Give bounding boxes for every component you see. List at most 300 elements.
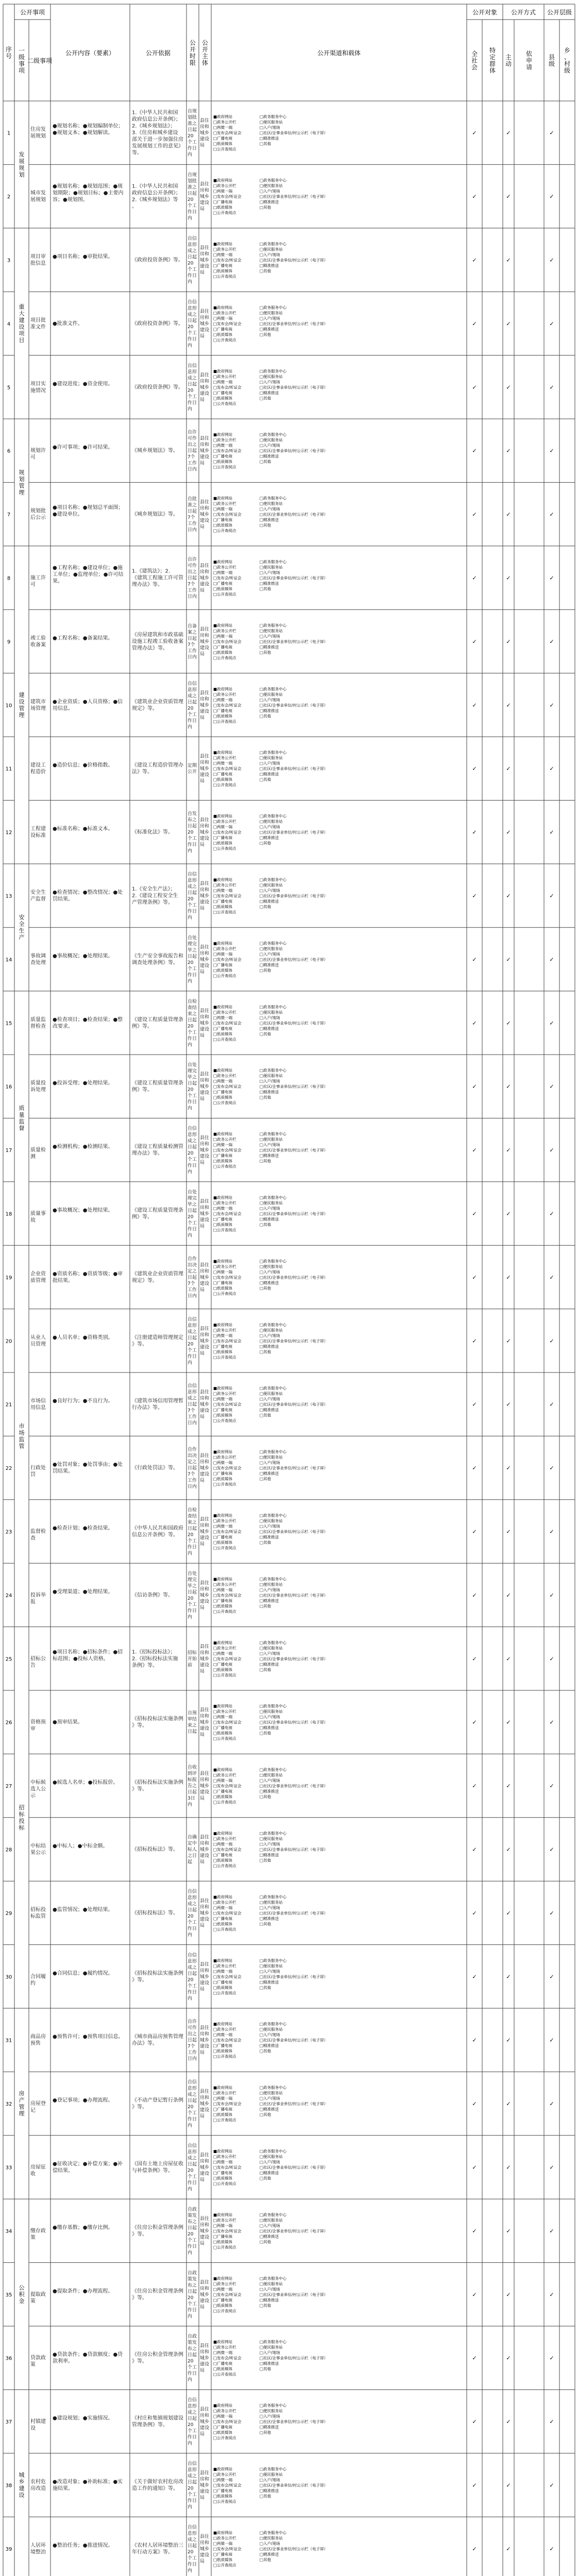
- channel-option: □纸质媒体: [213, 968, 233, 973]
- channel-option: □社区/企事业单位/村公示栏（电子屏）: [260, 1784, 328, 1789]
- channel-option: ■政府网站: [213, 1322, 233, 1327]
- channel-option: □政务服务中心: [260, 1259, 287, 1264]
- channel-option: □其他: [260, 841, 271, 846]
- row-number: 2: [7, 194, 11, 200]
- channel-option: ■政府网站: [213, 2149, 233, 2154]
- channel-option: □公开查阅点: [213, 2499, 236, 2504]
- channel-option: □发布会/听证会: [213, 321, 242, 326]
- channel-option: □广播电视: [213, 1725, 233, 1731]
- level2-item: 施工许可: [30, 575, 46, 588]
- channel-option: □政务服务中心: [260, 2467, 287, 2471]
- basis-cell: 《招标投标法实施条例》等。: [132, 1780, 183, 1792]
- channel-option: □公开查阅点: [213, 274, 236, 279]
- channel-option: □便民服务站: [260, 2472, 283, 2477]
- channel-option: □社区/企事业单位/村公示栏（电子屏）: [260, 448, 328, 453]
- check-mark: ✓: [472, 2545, 477, 2552]
- channel-option: □发布会/听证会: [213, 385, 242, 390]
- basis-cell: 《建筑业企业资质管理规定》等。: [132, 699, 183, 711]
- row-number: 32: [5, 2102, 12, 2108]
- channel-option: □政务公开栏: [213, 1963, 236, 1969]
- check-mark: ✓: [549, 2354, 554, 2362]
- check-mark: ✓: [472, 1909, 477, 1917]
- header-col_no: 序号: [5, 46, 12, 60]
- channel-option: □政务公开栏: [213, 755, 236, 760]
- channel-option: □政务服务中心: [260, 1195, 287, 1200]
- level2-item: 住房发展规划: [30, 127, 46, 140]
- check-mark: ✓: [506, 702, 511, 709]
- channel-option: □两微一端: [213, 1587, 233, 1592]
- channel-option: □政务服务中心: [260, 1513, 287, 1518]
- time-limit-cell: 自政策发布之日起 20 个工作日内: [188, 2207, 197, 2256]
- row-number: 16: [5, 1084, 12, 1090]
- channel-option: □发布会/听证会: [213, 1910, 242, 1916]
- channel-option: □两微一端: [213, 1269, 233, 1275]
- channel-option: □精准推送: [260, 2552, 279, 2557]
- header-township: 乡、村级: [564, 47, 571, 74]
- channel-option: □广播电视: [213, 1280, 233, 1285]
- channel-option: □纸质媒体: [213, 650, 233, 655]
- channel-option: □公开查阅点: [213, 401, 236, 406]
- level2-item: 合同履约: [30, 1974, 46, 1987]
- channel-option: □公开查阅点: [213, 1990, 236, 1995]
- channel-option: □纸质媒体: [213, 332, 233, 337]
- row-number: 33: [5, 2165, 12, 2171]
- channel-option: □公开查阅点: [213, 2308, 236, 2313]
- channel-option: □政务公开栏: [213, 1582, 236, 1587]
- channel-option: □广播电视: [213, 1789, 233, 1794]
- channel-option: □发布会/听证会: [213, 575, 242, 581]
- channel-option: □政务服务中心: [260, 1831, 287, 1836]
- channel-option: □其他: [260, 904, 271, 909]
- channel-option: □公开查阅点: [213, 210, 236, 215]
- content-cell: ●整治任务；●推进情况。: [53, 2543, 113, 2549]
- content-cell: ●规划名称；●规划编制单位；●规划文本；●规划解读。: [53, 123, 124, 136]
- subject-cell: 县住房和城乡建设局: [200, 2089, 210, 2120]
- channel-option: □入户/现场: [260, 1842, 280, 1846]
- channel-option: □两微一端: [213, 1015, 233, 1020]
- check-mark: ✓: [472, 829, 477, 836]
- channel-option: □两微一端: [213, 2414, 233, 2419]
- check-mark: ✓: [472, 1465, 477, 1472]
- channel-option: □纸质媒体: [213, 1858, 233, 1863]
- check-mark: ✓: [472, 574, 477, 582]
- check-mark: ✓: [472, 2227, 477, 2234]
- time-limit-cell: 自信息形成之日起 20 个工作日内: [188, 872, 197, 921]
- channel-option: □社区/企事业单位/村公示栏（电子屏）: [260, 2355, 328, 2361]
- channel-option: □两微一端: [213, 2478, 233, 2482]
- channel-option: □社区/企事业单位/村公示栏（电子屏）: [260, 957, 328, 962]
- basis-cell: 《农村人居环境整治三年行动方案》等。: [132, 2543, 183, 2555]
- channel-option: □社区/企事业单位/村公示栏（电子屏）: [260, 1592, 328, 1598]
- channel-option: □纸质媒体: [213, 2048, 233, 2054]
- channel-option: □政务公开栏: [213, 1646, 236, 1651]
- content-cell: ●许可事项；●许可结果。: [53, 445, 113, 451]
- time-limit-cell: 自信息形成之日起 7个工作日内: [188, 1383, 197, 1426]
- channel-option: □纸质媒体: [213, 1095, 233, 1100]
- channel-option: □其他: [260, 714, 271, 719]
- channel-option: □便民服务站: [260, 1010, 283, 1015]
- channel-option: □公开查阅点: [213, 783, 236, 788]
- channel-option: □其他: [260, 332, 271, 337]
- header-content: 公开内容（要素）: [65, 49, 115, 57]
- time-limit-cell: 自许可作出之日起 7个工作日内: [188, 2019, 197, 2062]
- channel-option: □发布会/听证会: [213, 639, 242, 644]
- channel-option: □其他: [260, 1985, 271, 1990]
- channel-option: □纸质媒体: [213, 2176, 233, 2181]
- channel-option: □入户/现场: [260, 2286, 280, 2292]
- row-number: 14: [5, 957, 12, 963]
- channel-option: □两微一端: [213, 1842, 233, 1846]
- time-limit-cell: 自许可作出之日起 7个工作日内: [188, 430, 197, 472]
- channel-option: □公开查阅点: [213, 655, 236, 660]
- channel-option: ■政府网站: [213, 1513, 233, 1518]
- channel-option: □社区/企事业单位/村公示栏（电子屏）: [260, 1656, 328, 1662]
- check-mark: ✓: [506, 2100, 511, 2108]
- content-cell: ●项目名称；●规划总平面图；●建设单位。: [53, 505, 124, 518]
- channel-option: □公开查阅点: [213, 1609, 236, 1614]
- channel-option: □社区/企事业单位/村公示栏（电子屏）: [260, 2102, 328, 2107]
- channel-option: □政务服务中心: [260, 1322, 287, 1327]
- time-limit-cell: 自信息形成之日起 20 个工作日内: [188, 1126, 197, 1175]
- channel-option: □入户/现场: [260, 252, 280, 257]
- check-mark: ✓: [549, 956, 554, 963]
- channel-option: □公开查阅点: [213, 1546, 236, 1550]
- check-mark: ✓: [549, 1020, 554, 1027]
- channel-option: □精准推送: [260, 581, 279, 586]
- row-number: 22: [5, 1466, 12, 1472]
- content-cell: ●检查项目；●检查结果；●整改要求。: [53, 1016, 123, 1029]
- channel-option: □入户/现场: [260, 189, 280, 194]
- channel-option: ■政府网站: [213, 2530, 233, 2535]
- time-limit-cell: 自检查结束之日起 20 个工作日内: [188, 999, 197, 1048]
- channel-option: □两微一端: [213, 824, 233, 829]
- channel-option: □两微一端: [213, 1715, 233, 1720]
- time-limit-cell: 自处理完毕之日起 20 个工作日内: [188, 935, 197, 984]
- channel-option: □便民服务站: [260, 565, 283, 570]
- channel-option: □社区/企事业单位/村公示栏（电子屏）: [260, 1275, 328, 1280]
- channel-option: □广播电视: [213, 2425, 233, 2430]
- channel-option: □社区/企事业单位/村公示栏（电子屏）: [260, 512, 328, 517]
- channel-option: □政务服务中心: [260, 560, 287, 564]
- channel-option: □发布会/听证会: [213, 703, 242, 708]
- check-mark: ✓: [472, 1210, 477, 1217]
- channel-option: □精准推送: [260, 2234, 279, 2239]
- channel-option: □便民服务站: [260, 1963, 283, 1969]
- channel-option: □其他: [260, 1667, 271, 1672]
- level2-item: 质量投诉处理: [30, 1080, 46, 1093]
- channel-option: □其他: [260, 1349, 271, 1354]
- level2-item: 项目批准文件: [30, 317, 46, 330]
- channel-option: ■政府网站: [213, 1004, 233, 1009]
- check-mark: ✓: [506, 1783, 511, 1790]
- channel-option: □政务公开栏: [213, 946, 236, 951]
- channel-option: □便民服务站: [260, 692, 283, 697]
- subject-cell: 县住房和城乡建设局: [200, 1389, 210, 1420]
- channel-option: □精准推送: [260, 1217, 279, 1222]
- channel-option: □社区/企事业单位/村公示栏（电子屏）: [260, 130, 328, 135]
- channel-option: □政务公开栏: [213, 1010, 236, 1015]
- content-cell: ●处罚对象；●处罚事由；●处罚结果。: [53, 1462, 123, 1475]
- content-cell: ●中标人；●中标金额。: [53, 1843, 108, 1849]
- channel-option: □公开查阅点: [213, 592, 236, 597]
- channel-option: □公开查阅点: [213, 465, 236, 470]
- basis-cell: 《建设工程造价管理办法》等。: [132, 762, 183, 775]
- channel-option: □便民服务站: [260, 1582, 283, 1587]
- channel-option: □便民服务站: [260, 2027, 283, 2032]
- content-cell: ●贷款条件；●贷款额度；●贷款利率。: [53, 2352, 123, 2365]
- channel-option: □入户/现场: [260, 125, 280, 130]
- check-mark: ✓: [549, 2227, 554, 2234]
- level2-item: 安全生产监督: [30, 890, 46, 902]
- channel-option: □政务公开栏: [213, 1518, 236, 1523]
- content-cell: ●工程名称；●建设单位；●施工单位；●监理单位；●许可结果。: [53, 565, 124, 584]
- row-number: 30: [5, 1974, 12, 1980]
- check-mark: ✓: [549, 1528, 554, 1535]
- channel-option: □精准推送: [260, 1789, 279, 1794]
- channel-option: □纸质媒体: [213, 904, 233, 909]
- channel-option: □公开查阅点: [213, 1482, 236, 1487]
- channel-option: □发布会/听证会: [213, 1021, 242, 1026]
- level2-item: 质量事故: [30, 1211, 46, 1224]
- channel-option: □发布会/听证会: [213, 1402, 242, 1407]
- channel-option: □精准推送: [260, 1979, 279, 1985]
- time-limit-cell: 自信息形成之日起 20 个工作日内: [188, 363, 197, 412]
- channel-option: □广播电视: [213, 581, 233, 586]
- channel-option: □社区/企事业单位/村公示栏（电子屏）: [260, 1466, 328, 1471]
- check-mark: ✓: [549, 1909, 554, 1917]
- channel-option: □公开查阅点: [213, 846, 236, 851]
- row-number: 10: [5, 703, 12, 709]
- check-mark: ✓: [472, 1528, 477, 1535]
- channel-option: □两微一端: [213, 1905, 233, 1910]
- channel-option: □政务服务中心: [260, 1577, 287, 1582]
- channel-option: □便民服务站: [260, 374, 283, 379]
- row-number: 39: [5, 2546, 12, 2552]
- check-mark: ✓: [506, 193, 511, 200]
- channel-option: □便民服务站: [260, 501, 283, 506]
- channel-option: □两微一端: [213, 1206, 233, 1211]
- channel-option: □入户/现场: [260, 1715, 280, 1720]
- channel-option: □两微一端: [213, 1778, 233, 1783]
- level1-item: 发展规划: [19, 151, 25, 178]
- channel-option: □政务公开栏: [213, 1073, 236, 1078]
- row-number: 19: [5, 1275, 12, 1281]
- channel-option: □精准推送: [260, 2425, 279, 2430]
- channel-option: □精准推送: [260, 454, 279, 459]
- header-on_request: 依申请: [525, 50, 533, 71]
- channel-option: □广播电视: [213, 1662, 233, 1667]
- channel-option: □社区/企事业单位/村公示栏（电子屏）: [260, 766, 328, 771]
- time-limit-cell: 自许可作出之日起 7个工作日内: [188, 557, 197, 600]
- channel-option: □两微一端: [213, 1460, 233, 1465]
- channel-option: □政务公开栏: [213, 565, 236, 570]
- content-cell: ●项目名称；●招标条件；●招标范围；●投标人资格。: [53, 1649, 123, 1662]
- content-cell: ●批准文件。: [53, 320, 83, 327]
- channel-option: □其他: [260, 968, 271, 973]
- content-cell: ●标准名称；●标准文本。: [53, 826, 113, 832]
- channel-option: □政务公开栏: [213, 247, 236, 252]
- channel-option: □政务服务中心: [260, 623, 287, 628]
- channel-option: □发布会/听证会: [213, 2165, 242, 2170]
- channel-option: ■政府网站: [213, 496, 233, 501]
- channel-option: □发布会/听证会: [213, 1275, 242, 1280]
- channel-option: □精准推送: [260, 2043, 279, 2048]
- channel-option: □政务服务中心: [260, 750, 287, 755]
- channel-option: □精准推送: [260, 1090, 279, 1095]
- channel-option: □精准推送: [260, 2297, 279, 2302]
- check-mark: ✓: [472, 2354, 477, 2362]
- basis-cell: 《建筑业企业资质管理规定》等。: [132, 1271, 183, 1284]
- channel-option: □广播电视: [213, 2234, 233, 2239]
- level2-item: 企业资质管理: [30, 1271, 46, 1284]
- subject-cell: 县住房和城乡建设局: [200, 1517, 210, 1547]
- channel-option: □公开查阅点: [213, 1736, 236, 1741]
- channel-option: □入户/现场: [260, 506, 280, 512]
- check-mark: ✓: [506, 1147, 511, 1154]
- subject-cell: 县住房和城乡建设局: [200, 1136, 210, 1166]
- channel-option: □纸质媒体: [213, 1031, 233, 1037]
- time-limit-cell: 自备案之日起 7个工作日内: [188, 623, 197, 660]
- channel-option: □精准推送: [260, 899, 279, 904]
- channel-option: □政务公开栏: [213, 1900, 236, 1905]
- channel-option: □两微一端: [213, 2032, 233, 2038]
- channel-option: □两微一端: [213, 1397, 233, 1402]
- channel-option: ■政府网站: [213, 1577, 233, 1582]
- channel-option: □纸质媒体: [213, 2430, 233, 2435]
- channel-option: □政务公开栏: [213, 374, 236, 379]
- check-mark: ✓: [549, 193, 554, 200]
- check-mark: ✓: [472, 2291, 477, 2298]
- channel-option: ■政府网站: [213, 2467, 233, 2471]
- content-cell: ●工程名称；●备案结果。: [53, 635, 113, 641]
- channel-option: □两微一端: [213, 2160, 233, 2164]
- header-time_limit: 公开时限: [189, 39, 196, 66]
- level2-item: 房屋登记: [30, 2101, 46, 2114]
- check-mark: ✓: [506, 765, 511, 772]
- channel-option: □精准推送: [260, 199, 279, 205]
- channel-option: ■政府网站: [213, 877, 233, 882]
- channel-option: □广播电视: [213, 1471, 233, 1476]
- check-mark: ✓: [506, 1465, 511, 1472]
- channel-option: □两微一端: [213, 189, 233, 194]
- channel-option: □政务公开栏: [213, 692, 236, 697]
- channel-option: □广播电视: [213, 962, 233, 968]
- channel-option: □纸质媒体: [213, 1413, 233, 1418]
- channel-option: □入户/现场: [260, 1397, 280, 1402]
- content-cell: ●预审结果。: [53, 1719, 83, 1725]
- basis-cell: 《政府投资条例》等。: [132, 384, 183, 391]
- channel-option: □精准推送: [260, 2488, 279, 2493]
- channel-option: □政务公开栏: [213, 1391, 236, 1396]
- channel-option: ■政府网站: [213, 1131, 233, 1137]
- channel-option: □广播电视: [213, 199, 233, 205]
- check-mark: ✓: [472, 1783, 477, 1790]
- content-cell: ●人员名单；●资格类别。: [53, 1334, 113, 1341]
- subject-cell: 县住房和城乡建设局: [200, 1835, 210, 1865]
- channel-option: □政务公开栏: [213, 1264, 236, 1269]
- channel-option: □其他: [260, 2176, 271, 2181]
- check-mark: ✓: [549, 1210, 554, 1217]
- channel-option: □政务公开栏: [213, 310, 236, 315]
- level2-item: 规划批后公示: [30, 508, 46, 521]
- channel-option: □精准推送: [260, 1535, 279, 1539]
- channel-option: □便民服务站: [260, 946, 283, 951]
- level2-item: 工程建设标准: [30, 826, 46, 839]
- channel-option: □入户/现场: [260, 1651, 280, 1656]
- channel-option: □入户/现场: [260, 697, 280, 702]
- check-mark: ✓: [472, 1337, 477, 1345]
- check-mark: ✓: [549, 2482, 554, 2489]
- channel-option: □便民服务站: [260, 755, 283, 760]
- subject-cell: 县住房和城乡建设局: [200, 626, 210, 657]
- channel-option: ■政府网站: [213, 1259, 233, 1264]
- subject-cell: 县住房和城乡建设局: [200, 2216, 210, 2246]
- channel-option: □入户/现场: [260, 1524, 280, 1529]
- channel-option: □广播电视: [213, 2361, 233, 2366]
- time-limit-cell: 自信息形成之日起 20 个工作日内: [188, 1953, 197, 2002]
- channel-option: □入户/现场: [260, 634, 280, 639]
- channel-option: □精准推送: [260, 1471, 279, 1476]
- channel-option: □社区/企事业单位/村公示栏（电子屏）: [260, 703, 328, 708]
- channel-option: □政务服务中心: [260, 2403, 287, 2408]
- channel-option: □政务公开栏: [213, 120, 236, 125]
- channel-option: □政务服务中心: [260, 1386, 287, 1391]
- level1-item: 安全生产: [19, 914, 25, 941]
- channel-option: □精准推送: [260, 708, 279, 713]
- subject-cell: 县住房和城乡建设局: [200, 944, 210, 975]
- level2-item: 人居环境整治: [30, 2543, 46, 2555]
- channel-option: □发布会/听证会: [213, 830, 242, 835]
- channel-option: □入户/现场: [260, 1778, 280, 1783]
- channel-option: □精准推送: [260, 1853, 279, 1857]
- basis-cell: 《不动产登记暂行条例》等。: [132, 2097, 183, 2110]
- channel-option: □精准推送: [260, 136, 279, 141]
- level2-item: 市场信用信息: [30, 1398, 46, 1411]
- channel-option: □纸质媒体: [213, 396, 233, 401]
- channel-option: □社区/企事业单位/村公示栏（电子屏）: [260, 1084, 328, 1089]
- channel-option: □广播电视: [213, 1217, 233, 1222]
- channel-option: □便民服务站: [260, 2281, 283, 2286]
- row-number: 20: [5, 1338, 12, 1345]
- channel-option: □社区/企事业单位/村公示栏（电子屏）: [260, 2165, 328, 2170]
- channel-option: □政务公开栏: [213, 1455, 236, 1460]
- channel-option: □社区/企事业单位/村公示栏（电子屏）: [260, 1910, 328, 1916]
- check-mark: ✓: [549, 447, 554, 454]
- check-mark: ✓: [506, 638, 511, 645]
- header-level1: 一级事项: [18, 47, 25, 74]
- subject-cell: 县住房和城乡建设局: [200, 2470, 210, 2501]
- subject-cell: 县住房和城乡建设局: [200, 2280, 210, 2310]
- time-limit-cell: 自信息形成之日起 20 个工作日内: [188, 236, 197, 285]
- channel-option: □社区/企事业单位/村公示栏（电子屏）: [260, 2419, 328, 2425]
- content-cell: ●良好行为；●不良行为。: [53, 1398, 113, 1404]
- channel-option: □政务服务中心: [260, 1894, 287, 1900]
- channel-option: □纸质媒体: [213, 2239, 233, 2244]
- channel-option: □两微一端: [213, 1524, 233, 1529]
- content-cell: ●造价信息；●价格指数。: [53, 762, 113, 769]
- channel-option: ■政府网站: [213, 1068, 233, 1073]
- channel-option: □政务公开栏: [213, 2154, 236, 2159]
- channel-option: □精准推送: [260, 1026, 279, 1031]
- channel-option: □发布会/听证会: [213, 194, 242, 199]
- channel-option: □入户/现场: [260, 443, 280, 448]
- channel-option: □广播电视: [213, 1090, 233, 1095]
- check-mark: ✓: [549, 2418, 554, 2426]
- subject-cell: 县住房和城乡建设局: [200, 1707, 210, 1738]
- channel-option: □其他: [260, 1159, 271, 1164]
- channel-option: □便民服务站: [260, 247, 283, 252]
- header-group-group_object: 公开对象: [472, 9, 498, 16]
